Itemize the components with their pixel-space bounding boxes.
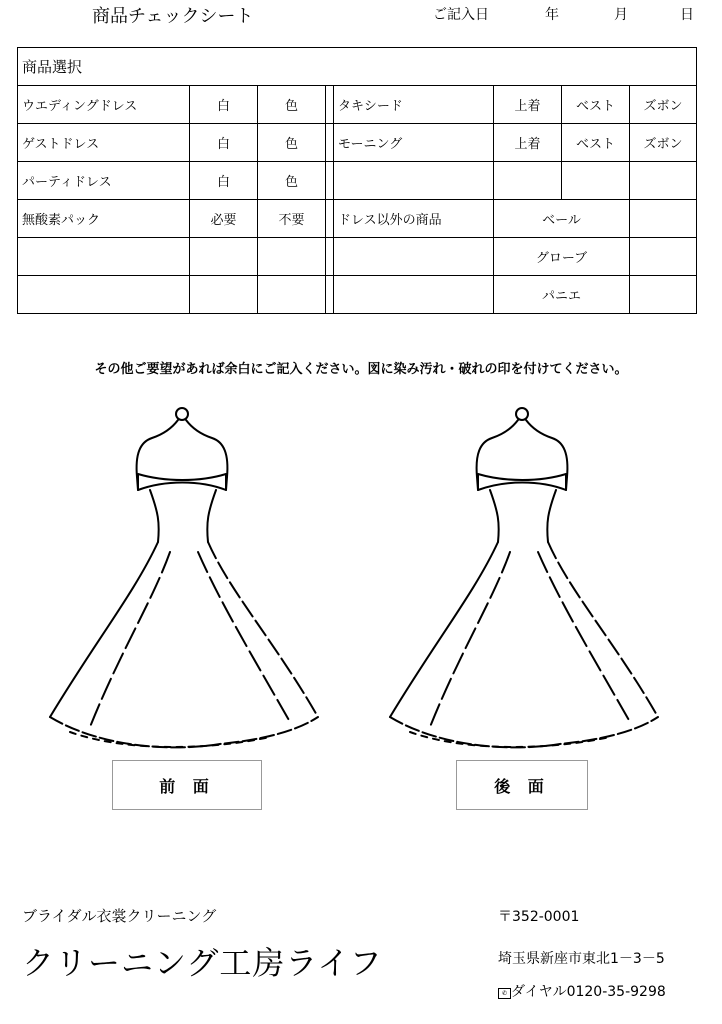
company-subtitle: ブライダル衣裳クリーニング [22,907,217,925]
phone-number: ダイヤル0120-35-9298 [511,984,666,1000]
option-jacket[interactable]: 上着 [494,86,562,124]
item-oxygen-free-pack[interactable]: 無酸素パック [18,200,190,238]
company-name: クリーニング工房ライフ [22,944,383,982]
column-divider [326,200,334,238]
phone-line [498,981,666,1001]
non-dress-items-label: ドレス以外の商品 [334,200,494,238]
hanger-hook-icon [176,408,188,420]
option-vest[interactable]: ベスト [562,86,630,124]
option-color[interactable]: 色 [258,86,326,124]
column-divider [326,276,334,314]
empty-cell[interactable] [630,162,697,200]
item-guest-dress[interactable]: ゲストドレス [18,124,190,162]
option-trousers[interactable]: ズボン [630,86,697,124]
empty-cell [334,276,494,314]
option-color[interactable]: 色 [258,162,326,200]
empty-cell[interactable] [562,162,630,200]
empty-cell[interactable] [630,238,697,276]
product-selection-table [17,47,697,314]
empty-cell[interactable] [630,276,697,314]
instruction-text: その他ご要望があれば余白にご記入ください。図に染み汚れ・破れの印を付けてください。 [94,362,628,377]
option-color[interactable]: 色 [258,124,326,162]
empty-cell[interactable] [258,238,326,276]
empty-cell[interactable] [258,276,326,314]
empty-cell[interactable] [190,276,258,314]
date-year: 年 [545,7,559,23]
dress-back-illustration[interactable] [380,402,665,757]
option-jacket[interactable]: 上着 [494,124,562,162]
empty-cell[interactable] [334,162,494,200]
item-wedding-dress[interactable]: ウエディングドレス [18,86,190,124]
option-required[interactable]: 必要 [190,200,258,238]
table-row [18,124,697,162]
option-white[interactable]: 白 [190,162,258,200]
front-label: 前 面 [112,760,262,810]
date-month: 月 [614,7,628,23]
option-vest[interactable]: ベスト [562,124,630,162]
empty-cell[interactable] [494,162,562,200]
option-not-required[interactable]: 不要 [258,200,326,238]
item-gloves[interactable]: グローブ [494,238,630,276]
table-row [18,162,697,200]
item-party-dress[interactable]: パーティドレス [18,162,190,200]
sheet-title: 商品チェックシート [92,6,254,27]
hanger-hook-icon [516,408,528,420]
table-row [18,86,697,124]
option-white[interactable]: 白 [190,86,258,124]
section-title: 商品選択 [18,48,697,86]
date-label: ご記入日 [433,7,489,23]
dress-front-illustration[interactable] [40,402,325,757]
back-label: 後 面 [456,760,588,810]
empty-cell[interactable] [18,276,190,314]
date-day: 日 [680,7,694,23]
option-white[interactable]: 白 [190,124,258,162]
free-dial-icon: ✆ [498,988,511,999]
column-divider [326,124,334,162]
item-morning-coat[interactable]: モーニング [334,124,494,162]
table-row [18,238,697,276]
table-row [18,276,697,314]
column-divider [326,162,334,200]
column-divider [326,238,334,276]
option-trousers[interactable]: ズボン [630,124,697,162]
postal-code: 〒352-0001 [498,909,580,925]
column-divider [326,86,334,124]
empty-cell[interactable] [190,238,258,276]
item-tuxedo[interactable]: タキシード [334,86,494,124]
empty-cell[interactable] [18,238,190,276]
table-row [18,200,697,238]
empty-cell [334,238,494,276]
item-veil[interactable]: ベール [494,200,630,238]
item-petticoat[interactable]: パニエ [494,276,630,314]
empty-cell[interactable] [630,200,697,238]
address: 埼玉県新座市東北1－3－5 [498,951,665,967]
